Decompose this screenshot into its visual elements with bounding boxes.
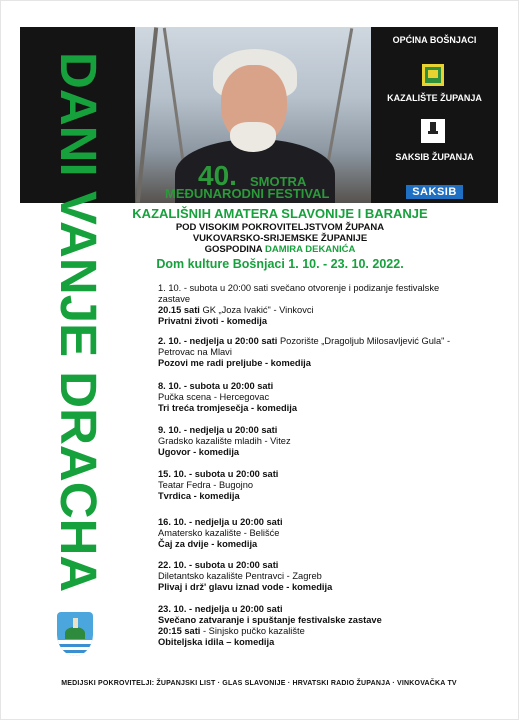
event-play-title: Tri treća tromjesečja - komedija <box>158 403 297 413</box>
event-venue: GK „Joza Ivakić" - Vinkovci <box>199 305 314 315</box>
event-date-text: 23. 10. - nedjelja u 20:00 sati <box>158 604 283 614</box>
media-sponsors-footer: MEDIJSKI POKROVITELJI: ŽUPANJSKI LIST · GLAS SLAVONIJE · HRVATSKI RADIO ŽUPANJA · VINKOVAČKA TV <box>61 680 457 687</box>
event-play-title: Ugovor - komedija <box>158 447 240 457</box>
event-date-text: 9. 10. - nedjelja u 20:00 sati <box>158 425 278 435</box>
patron-name: DAMIRA DEKANIĆA <box>264 244 356 255</box>
edition-number: 40. <box>198 160 237 191</box>
event-play-title: Obiteljska idila – komedija <box>158 637 275 647</box>
event-venue: Pučka scena - Hercegovac <box>158 392 270 402</box>
event-play-title: Čaj za dvije - komedija <box>158 539 258 549</box>
event-venue: Gradsko kazalište mladih - Vitez <box>158 436 291 446</box>
event-date-text: 22. 10. - subota u 20:00 sati <box>158 560 279 570</box>
festival-subtitle: KAZALIŠNIH AMATERA SLAVONIJE I BARANJE <box>132 206 428 221</box>
event-date-text: 2. 10. - nedjelja u 20:00 sati <box>158 336 278 346</box>
event-play-title: Privatni životi - komedija <box>158 316 268 326</box>
event-venue: Diletantsko kazalište Pentravci - Zagreb <box>158 571 322 581</box>
vertical-title: DANI VANJE DRACHA <box>50 52 107 593</box>
event-date-text: 16. 10. - nedjelja u 20:00 sati <box>158 517 283 527</box>
patron-line-1: POD VISOKIM POKROVITELJSTVOM ŽUPANA <box>175 222 385 233</box>
event-play-title: Tvrdica - komedija <box>158 491 240 501</box>
event-date-text: 8. 10. - subota u 20:00 sati <box>158 381 274 391</box>
event-venue: Teatar Fedra - Bugojno <box>158 480 254 490</box>
festival-label: MEĐUNARODNI FESTIVAL <box>165 186 330 201</box>
patron-line-2: VUKOVARSKO-SRIJEMSKE ŽUPANIJE <box>192 233 368 244</box>
event-venue: Amatersko kazalište - Belišće <box>158 528 280 538</box>
venue-dates: Dom kulture Bošnjaci 1. 10. - 23. 10. 2022. <box>156 257 404 271</box>
event-play-title: Plivaj i drž' glavu iznad vode - komedija <box>158 582 333 592</box>
event-date: 1. 10. - subota u 20:00 sati svečano otvorenje i podizanje festivalske zastave <box>158 283 440 304</box>
patron-prefix: GOSPODINA <box>204 244 263 255</box>
sponsor-saksib-text: SAKSIB ŽUPANJA <box>395 152 474 162</box>
sponsor-opcina-text: OPĆINA BOŠNJACI <box>392 35 477 45</box>
saksib-logo-text: SAKSIB <box>406 185 463 199</box>
event-closing-text: Svečano zatvaranje i spuštanje festivalske zastave <box>158 615 382 625</box>
event-time: 20.15 sati <box>158 305 200 315</box>
event-venue: - Sinjsko pučko kazalište <box>200 626 305 636</box>
smotra-label: SMOTRA <box>250 174 307 189</box>
event-play-title: Pozovi me radi preljube - komedija <box>158 358 311 368</box>
sponsor-kazaliste-text: KAZALIŠTE ŽUPANJA <box>387 93 482 103</box>
event-venue: Pozorište „Dragoljub Milosavljević Gula" - Petrovac na Mlavi <box>158 336 451 357</box>
event-date-text: 15. 10. - subota u 20:00 sati <box>158 469 279 479</box>
event-time: 20:15 sati <box>158 626 201 636</box>
